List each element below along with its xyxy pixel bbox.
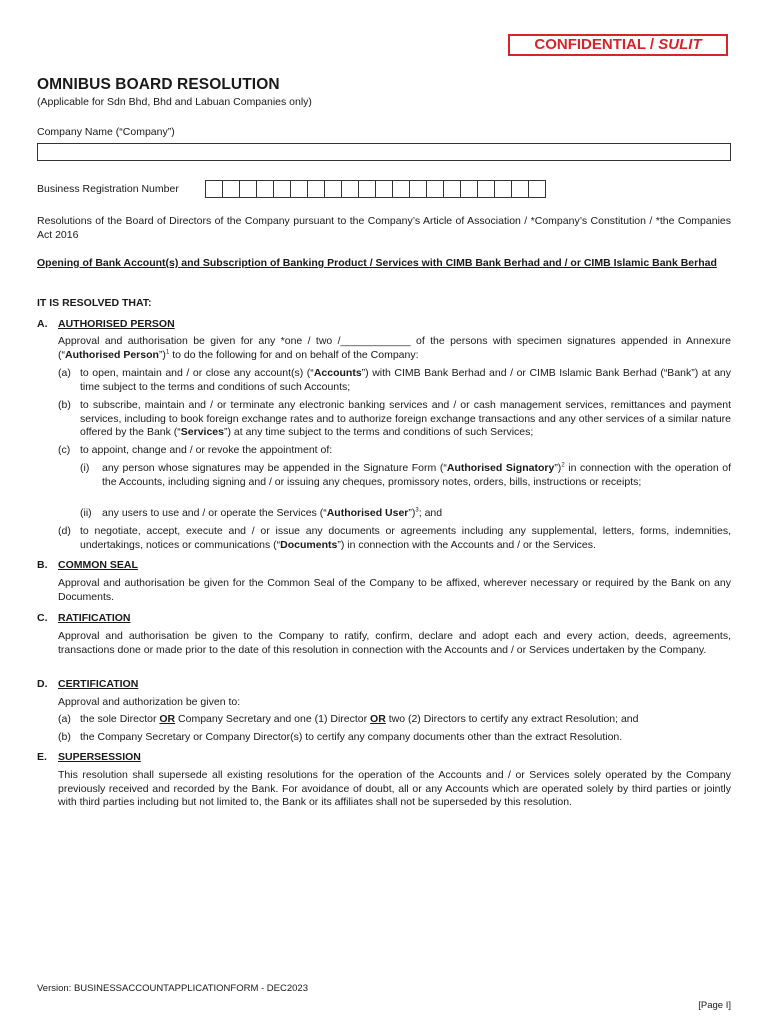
section-e-heading — [37, 751, 141, 763]
page-number: [Page I] — [698, 1000, 731, 1011]
brn-char-box[interactable] — [427, 181, 444, 197]
section-a-heading — [37, 318, 175, 330]
section-c-heading — [37, 612, 131, 624]
section-letter: D. — [37, 678, 48, 690]
brn-char-box[interactable] — [325, 181, 342, 197]
brn-char-box[interactable] — [376, 181, 393, 197]
section-c-text: Approval and authorisation be given to the Company to ratify, confirm, declare and adopt each and every action, deeds, agreements, transactions done or made prior to the date of this resolution in connection with the Accounts and / or Services undertaken by the Company. — [58, 630, 731, 656]
brn-char-box[interactable] — [308, 181, 325, 197]
brn-char-box[interactable] — [223, 181, 240, 197]
section-title: AUTHORISED PERSON — [58, 318, 175, 330]
document-page: CONFIDENTIAL / SULIT OMNIBUS BOARD RESOLUTION (Applicable for Sdn Bhd, Bhd and Labuan Companies only) Company Name (“Company”) Business Registration Number Resolutions of the Board of Directors of the Company pursuant to the Company’s Article of Association / *Company’s Constitution / *the Companies Act 2016 Opening of Bank Account(s) and Subscription of Banking Product / Services with CIMB Bank Berhad and / or CIMB Islamic Bank Berhad IT IS RESOLVED THAT: A. AUTHORISED PERSON Approval and authorisation be given for any *one / two /____________ of the persons with specimen signatures appended in Annexure (“Authorised Person”)$^1$ to do the following for and on behalf of the Company: (a) to open, maintain and / or close any account(s) (“Accounts”) with CIMB Bank Berhad and / or CIMB Islamic Bank Berhad (“Bank”) at any time subject to the terms and conditions of such Accounts; (b) to subscribe, maintain and / or terminate any electronic banking services and / or cash management services, remittances and payment services, including to book foreign exchange rates and to authorize foreign exchange transactions and any other services of a similar nature offered by the Bank (“Services”) at any time subject to the terms and conditions of such Services; (c) to appoint, change and / or revoke the appointment of: (i) any person whose signatures may be appended in the Signature Form (“Authorised Signatory”)$^2$ in connection with the operation of the Accounts, including signing and / or issuing any cheques, promissory notes, orders, bills, instructions or receipts; (ii) any users to use and / or operate the Services (“Authorised User”)$^3$; and (d) to negotiate, accept, execute and / or issue any documents or agreements including any supplemental, letters, forms, indemnities, undertakings, notices or communications (“Documents”) in connection with the Accounts and / or the Services. B. COMMON SEAL Approval and authorisation be given for the Common Seal of the Company to be affixed, wherever necessary or required by the Bank on any Documents. C. RATIFICATION Approval and authorisation be given to the Company to ratify, confirm, declare and adopt each and every action, deeds, agreements, transactions done or made prior to the date of this resolution in connection with the Accounts and / or Services undertaken by the Company. D. CERTIFICATION Approval and authorization be given to: (a) the sole Director OR Company Secretary and one (1) Director OR two (2) Directors to certify any extract Resolution; and (b) the Company Secretary or Company Director(s) to certify any company documents other than the extract Resolution. E. SUPERSESSION This resolution shall supersede all existing resolutions for the operation of the Accounts and / or Services solely operated by the Company previously received and recorded by the Bank. For avoidance of doubt, all or any Accounts which are operated solely by third parties or jointly with third parties including but not limited to, the Bank or its affiliates shall not be superseded by this resolution. Version: BUSINESSACCOUNTAPPLICATIONFORM - DEC2023 [Page I] — [37, 36, 732, 1011]
brn-char-box[interactable] — [478, 181, 495, 197]
confidential-badge — [508, 34, 728, 56]
brn-char-box[interactable] — [393, 181, 410, 197]
resolved-heading: IT IS RESOLVED THAT: — [37, 297, 152, 309]
brn-char-box[interactable] — [240, 181, 257, 197]
brn-char-box[interactable] — [257, 181, 274, 197]
section-d-heading — [37, 678, 139, 690]
section-b-heading — [37, 559, 138, 571]
section-d-text: Approval and authorization be given to: — [58, 696, 241, 708]
section-b-text: Approval and authorisation be given for the Common Seal of the Company to be affixed, wherever necessary or required by the Bank on any Documents. — [58, 577, 731, 603]
page-title: OMNIBUS BOARD RESOLUTION — [37, 76, 280, 93]
company-name-field[interactable] — [37, 143, 731, 161]
section-title: SUPERSESSION — [58, 751, 141, 763]
brn-field[interactable] — [205, 180, 546, 198]
section-title: COMMON SEAL — [58, 559, 138, 571]
section-title: RATIFICATION — [58, 612, 131, 624]
brn-char-box[interactable] — [512, 181, 529, 197]
company-name-label: Company Name (“Company”) — [37, 126, 175, 138]
section-letter: A. — [37, 318, 48, 330]
section-letter: E. — [37, 751, 47, 763]
section-title: CERTIFICATION — [58, 678, 139, 690]
brn-char-box[interactable] — [359, 181, 376, 197]
brn-char-box[interactable] — [461, 181, 478, 197]
brn-char-box[interactable] — [410, 181, 427, 197]
section-a-intro: Approval and authorisation be given for any *one / two /____________ of the persons with specimen signatures appended in Annexure (“Authorised Person”)$^1$ to do the following for and on behalf of the Company: — [58, 335, 731, 361]
sulit-label: SULIT — [658, 36, 702, 53]
version-footer: Version: BUSINESSACCOUNTAPPLICATIONFORM - DEC2023 — [37, 983, 308, 994]
page-subtitle: (Applicable for Sdn Bhd, Bhd and Labuan Companies only) — [37, 96, 312, 108]
confidential-label: CONFIDENTIAL / — [534, 36, 655, 53]
brn-label: Business Registration Number — [37, 183, 179, 195]
brn-char-box[interactable] — [342, 181, 359, 197]
brn-char-box[interactable] — [444, 181, 461, 197]
brn-char-box[interactable] — [291, 181, 308, 197]
brn-char-box[interactable] — [274, 181, 291, 197]
intro-paragraph: Resolutions of the Board of Directors of the Company pursuant to the Company’s Article of Association / *Company’s Constitution / *the Companies Act 2016 — [37, 215, 731, 241]
subject-heading: Opening of Bank Account(s) and Subscription of Banking Product / Services with CIMB Bank Berhad and / or CIMB Islamic Bank Berhad — [37, 257, 717, 269]
section-letter: B. — [37, 559, 48, 571]
brn-char-box[interactable] — [206, 181, 223, 197]
brn-char-box[interactable] — [495, 181, 512, 197]
section-letter: C. — [37, 612, 48, 624]
brn-char-box[interactable] — [529, 181, 545, 197]
section-e-text: This resolution shall supersede all existing resolutions for the operation of the Accounts and / or Services solely operated by the Company previously received and recorded by the Bank. For avoidance of doubt, all or any Accounts which are operated solely by third parties or jointly with third parties including but not limited to, the Bank or its affiliates shall not be superseded by this resolution. — [58, 769, 731, 808]
